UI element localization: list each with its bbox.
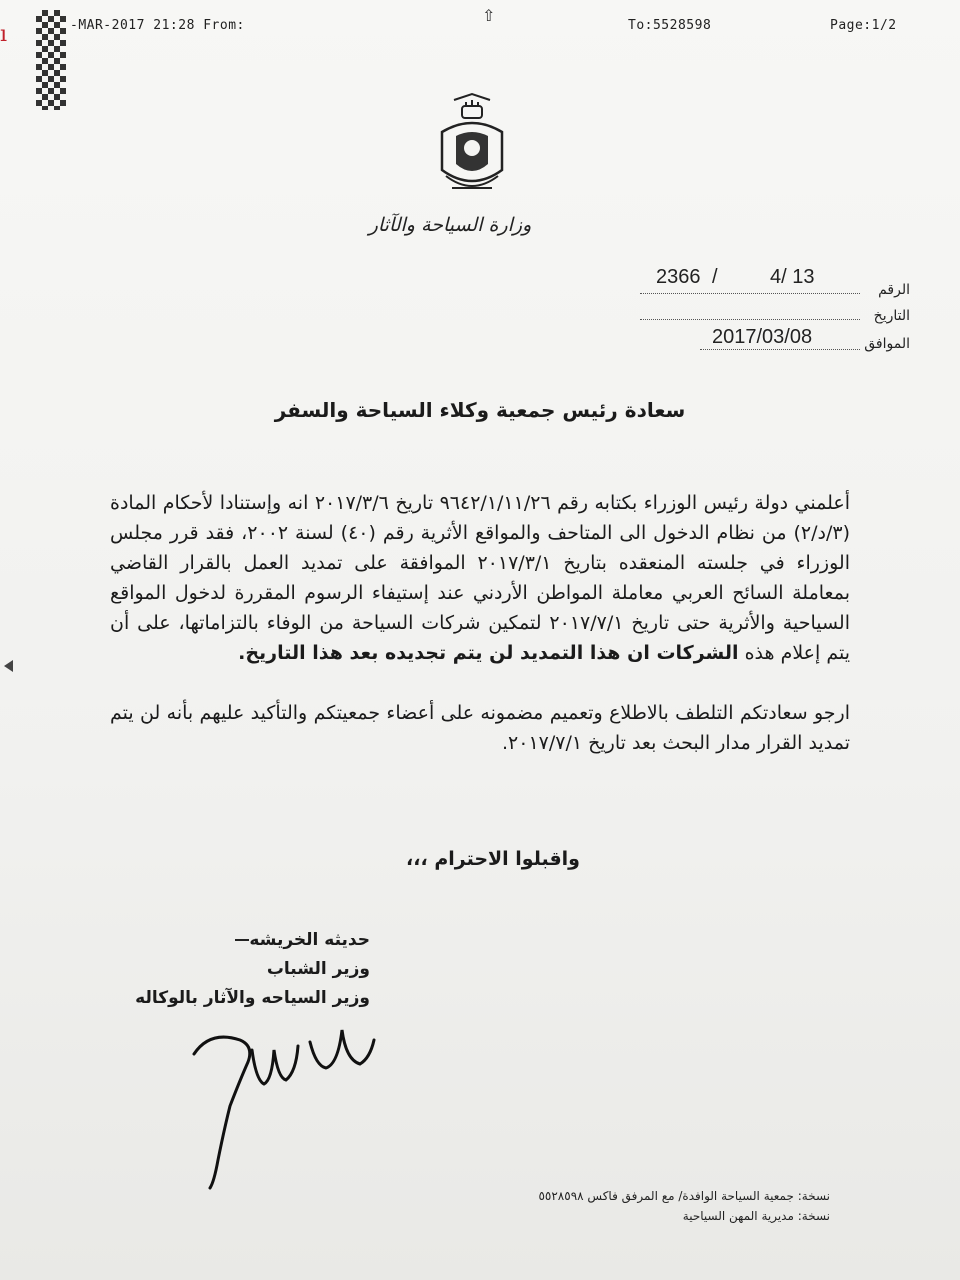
signer-block	[120, 926, 370, 1013]
copy-line-2: نسخة: مديرية المهن السياحية	[682, 1209, 830, 1223]
reference-slash: /	[712, 266, 718, 288]
copy-line-1: نسخة: جمعية السياحة الوافدة/ مع المرفق فاكس ٥٥٢٨٥٩٨	[538, 1189, 830, 1203]
body-paragraph-1: أعلمني دولة رئيس الوزراء بكتابه رقم ٩٦٤٢/١/١١/٢٦ تاريخ ٢٠١٧/٣/٦ انه وإستنادا لأحكام المادة (٣/د/٢) من نظام الدخول الى المتاحف والمواقع الأثرية رقم (٤٠) لسنة ٢٠٠٢، فقد قرر مجلس الوزراء في جلسته المنعقده بتاريخ ٢٠١٧/٣/١ الموافقة على تمديد العمل بالقرار القاضي بمعاملة السائح العربي معاملة المواطن الأردني عند إستيفاء الرسوم المقررة لدخول المواقع السياحية والأثرية حتى تاريخ ٢٠١٧/٧/١ لتمكين شركات السياحة من الوفاء بالتزاماتها، على أن يتم إعلام هذه الشركات ان هذا التمديد لن يتم تجديده بعد هذا التاريخ.	[110, 492, 850, 664]
red-mark-icon: ı	[0, 22, 8, 47]
fax-header-timestamp: -MAR-2017 21:28 From:	[70, 18, 245, 33]
addressee: سعادة رئيس جمعية وكلاء السياحة والسفر	[274, 398, 686, 422]
handwritten-signature	[170, 1010, 390, 1190]
dash-mark	[235, 939, 249, 941]
signer-name: حديثه الخريشه	[249, 930, 370, 950]
copies-list	[480, 1186, 830, 1226]
reference-number-label: الرقم	[878, 282, 910, 298]
signer-title-2: وزير السياحه والآثار بالوكاله	[135, 988, 370, 1008]
reference-date-line	[640, 318, 860, 320]
fax-header-page: Page:1/2	[830, 18, 897, 33]
fax-checker-pattern	[36, 10, 66, 110]
edge-triangle-icon	[4, 660, 13, 672]
reference-number-line	[640, 292, 860, 294]
fax-header-to: To:5528598	[628, 18, 712, 33]
body-paragraph-2: ارجو سعادتكم التلطف بالاطلاع وتعميم مضمونه على أعضاء جمعيتكم والتأكيد عليهم بأنه لن يتم تمديد القرار مدار البحث بعد تاريخ ٢٠١٧/٧/١.	[110, 702, 850, 754]
reference-number-value: 2366	[656, 266, 701, 288]
signer-name-row	[120, 926, 370, 955]
letter-body	[110, 488, 850, 788]
ministry-name: وزارة السياحة والآثار	[368, 214, 532, 236]
reference-date-label: التاريخ	[873, 308, 910, 324]
reference-equivalent-label: الموافق	[864, 336, 910, 352]
signer-title-1: وزير الشباب	[266, 959, 370, 979]
reference-number-prefix: 4/ 13	[770, 266, 815, 288]
body-paragraph-1-bold: الشركات ان هذا التمديد لن يتم تجديده بعد هذا التاريخ.	[238, 642, 739, 664]
coat-of-arms-icon	[432, 92, 512, 202]
arrow-up-icon: ⇧	[482, 6, 496, 25]
reference-equivalent-value: 2017/03/08	[712, 326, 813, 348]
closing: واقبلوا الاحترام ،،،	[406, 848, 580, 870]
